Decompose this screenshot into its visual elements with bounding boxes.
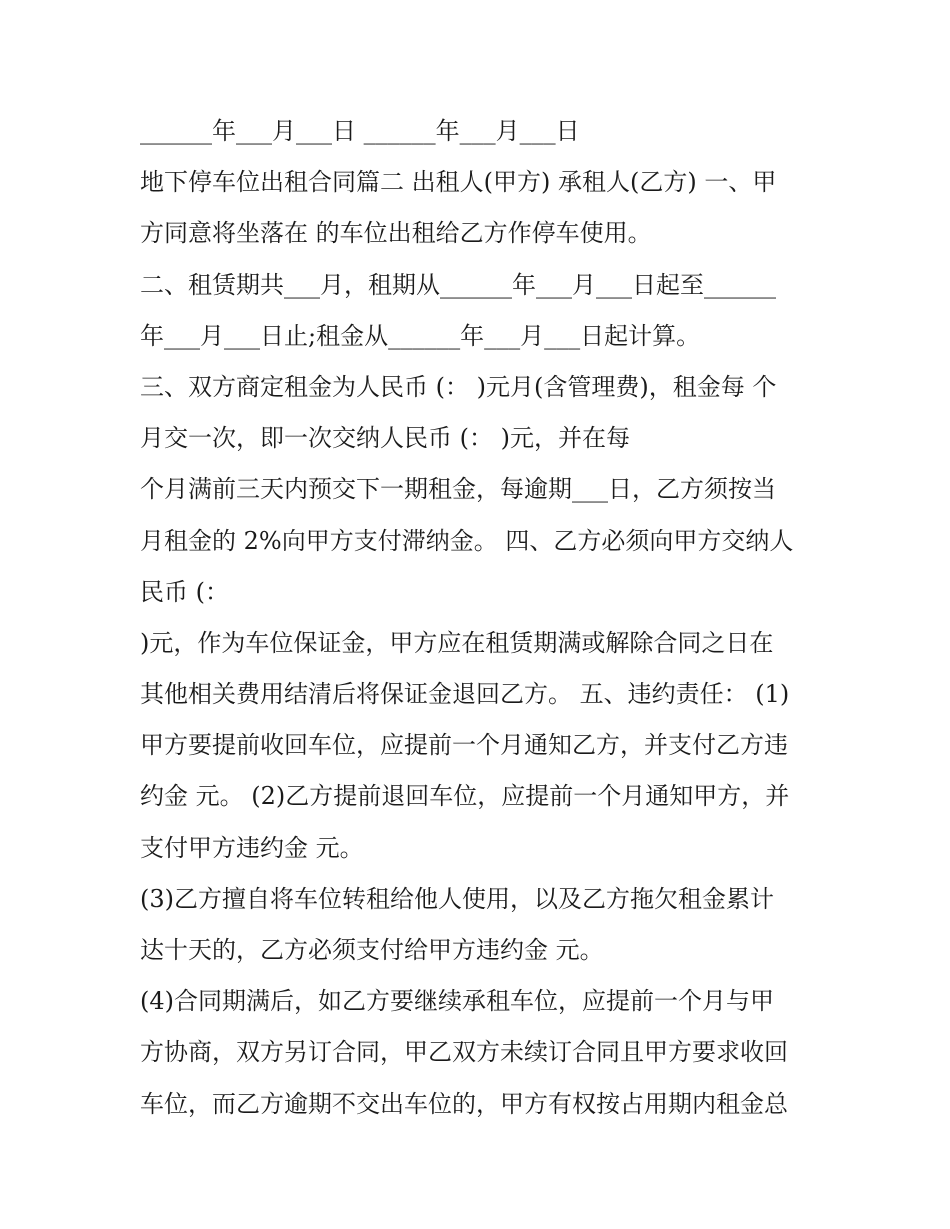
text-line: 车位，而乙方逾期不交出车位的，甲方有权按占用期内租金总: [140, 1089, 788, 1118]
text-line: (4)合同期满后，如乙方要继续承租车位，应提前一个月与甲: [140, 987, 774, 1016]
text-line: 支付甲方违约金 元。: [140, 833, 364, 862]
text-line: (3)乙方擅自将车位转租给他人使用，以及乙方拖欠租金累计: [140, 884, 774, 913]
text-line: 方同意将坐落在 的车位出租给乙方作停车使用。: [140, 219, 652, 248]
text-line: 约金 元。 (2)乙方提前退回车位，应提前一个月通知甲方，并: [140, 782, 790, 811]
text-line: 达十天的，乙方必须支付给甲方违约金 元。: [140, 936, 604, 964]
contract-body: [140, 106, 820, 1130]
text-line: 二、租赁期共___月，租期从______年___月___日起至______: [140, 270, 776, 299]
text-line: 其他相关费用结清后将保证金退回乙方。 五、违约责任： (1): [140, 680, 790, 709]
text-line: 地下停车位出租合同篇二 出租人(甲方) 承租人(乙方) 一、甲: [140, 168, 777, 197]
text-line: ______年___月___日 ______年___月___日: [140, 117, 580, 145]
text-line: 年___月___日止;租金从______年___月___日起计算。: [140, 321, 701, 350]
text-line: )元，作为车位保证金，甲方应在租赁期满或解除合同之日在: [140, 628, 774, 657]
text-line: 方协商，双方另订合同，甲乙双方未续订合同且甲方要求收回: [140, 1038, 788, 1067]
text-line: 月租金的 2%向甲方支付滞纳金。 四、乙方必须向甲方交纳人: [140, 526, 794, 555]
text-line: 三、双方商定租金为人民币 (： )元月(含管理费)，租金每 个: [140, 372, 777, 401]
text-line: 月交一次，即一次交纳人民币 (： )元，并在每: [140, 424, 630, 453]
text-line: 民币 (：: [140, 577, 229, 606]
text-line: 个月满前三天内预交下一期租金，每逾期___日，乙方须按当: [140, 475, 776, 504]
text-line: 甲方要提前收回车位，应提前一个月通知乙方，并支付乙方违: [140, 731, 788, 760]
